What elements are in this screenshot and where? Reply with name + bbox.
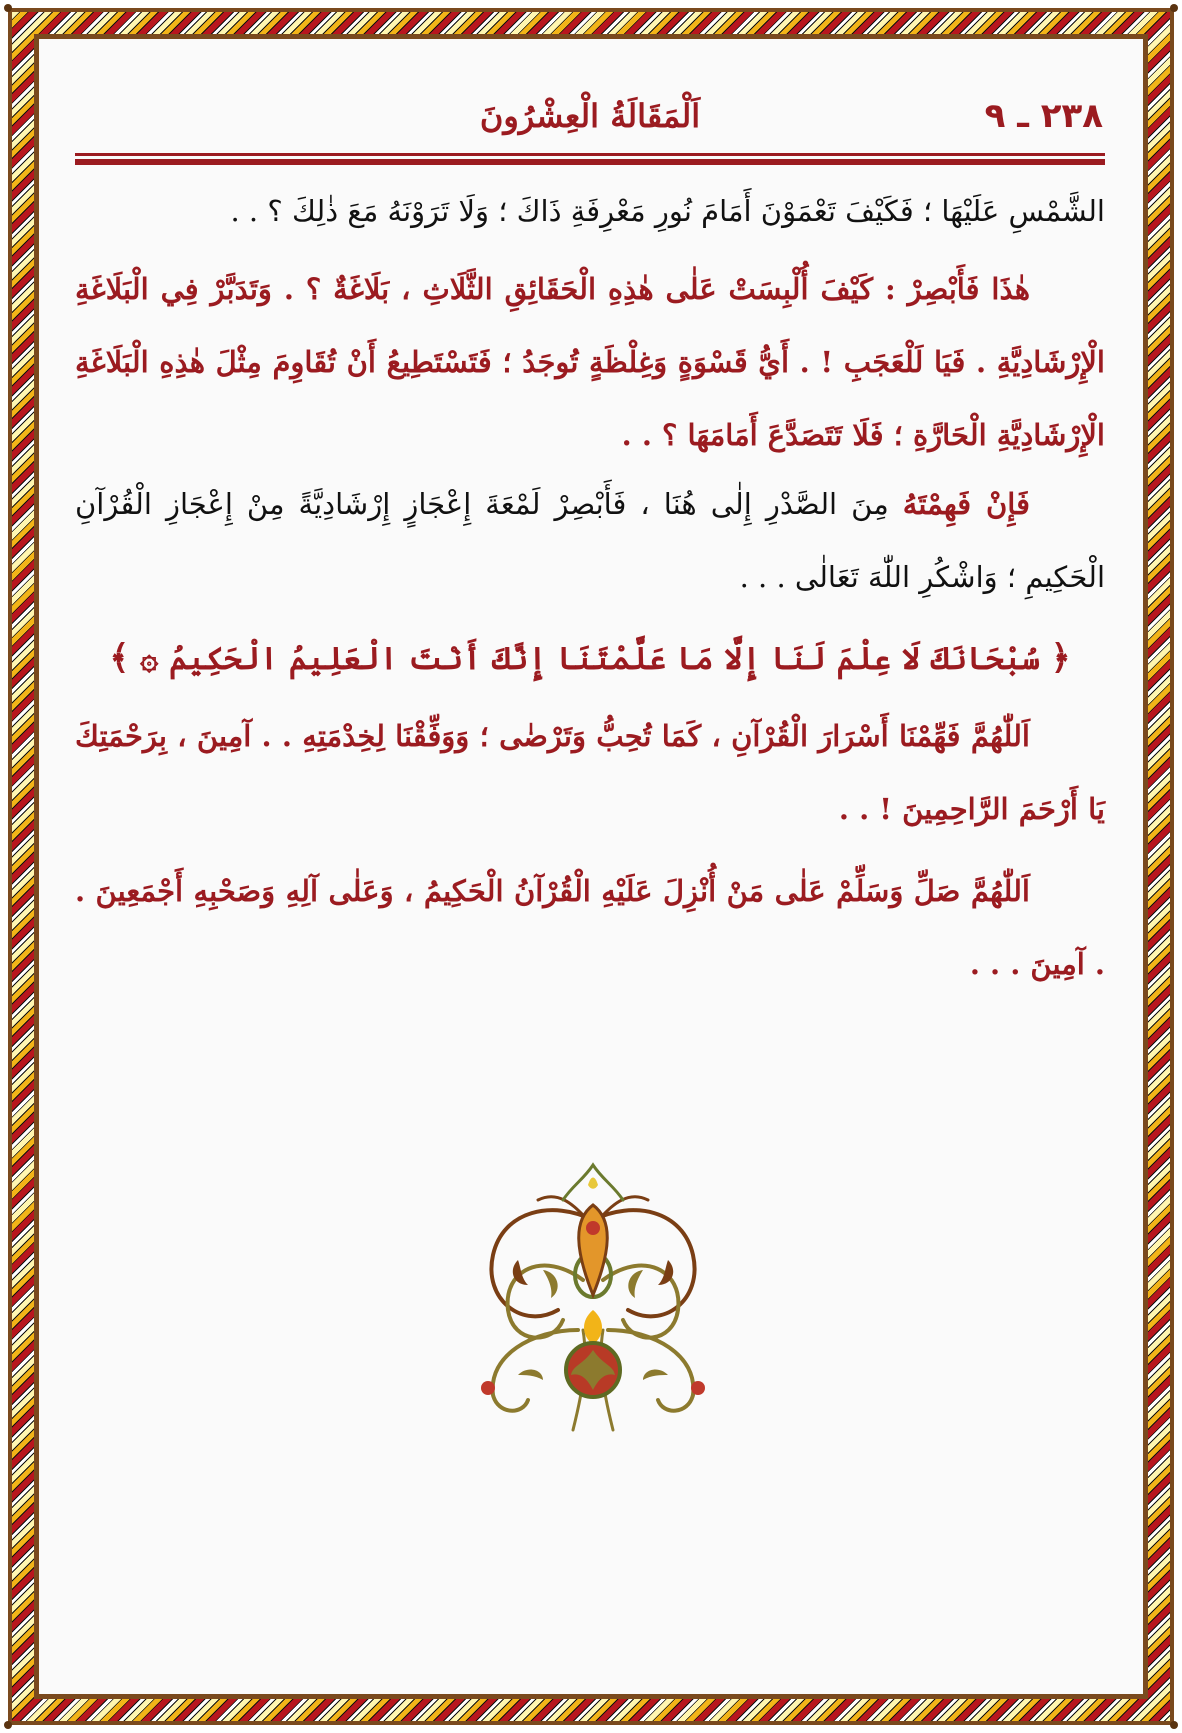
corner-knob-icon <box>1170 4 1178 12</box>
paragraph-body: مِنَ الصَّدْرِ إِلٰى هُنَا ، فَأَبْصِرْ لَمْعَةَ إِعْجَازٍ إِرْشَادِيَّةً مِنْ إِعْجَازِ الْقُرْآنِ الْحَكِيمِ ؛ وَاشْكُرِ اللّٰهَ تَعَالٰى . . . <box>75 487 1105 594</box>
verse-end-mark-icon: ۞ <box>140 641 159 677</box>
corner-knob-icon <box>4 4 12 12</box>
prayer-blessing: اَللّٰهُمَّ صَلِّ وَسَلِّمْ عَلٰى مَنْ أُنْزِلَ عَلَيْهِ الْقُرْآنُ الْحَكِيمُ ، وَعَلٰى آلِهِ وَصَحْبِهِ أَجْمَعِينَ . . آمِينَ . . . <box>75 874 1105 981</box>
quran-verse <box>75 622 1105 696</box>
paragraph-conclusion <box>75 468 1105 614</box>
paragraph-continuation: الشَّمْسِ عَلَيْهَا ؛ فَكَيْفَ تَعْمَوْنَ أَمَامَ نُورِ مَعْرِفَةِ ذَاكَ ؛ وَلَا تَرَوْنَهُ مَعَ ذٰلِكَ ؟ . . <box>230 194 1105 228</box>
chapter-title: اَلْمَقَالَةُ الْعِشْرُونَ <box>479 97 701 135</box>
header-rule-thick <box>75 159 1105 165</box>
floral-ornament-icon <box>462 1160 724 1434</box>
page-number: ٢٣٨ ـ ٩ <box>984 96 1103 136</box>
verse-text: سُبْحَانَكَ لَا عِلْمَ لَنَا إِلَّا مَا عَلَّمْتَنَا إِنَّكَ أَنْتَ الْعَلِيمُ الْحَكِيمُ <box>169 641 1040 677</box>
header-rule-thin <box>75 153 1105 156</box>
verse-close-bracket-icon: ﴾ <box>109 638 130 678</box>
prayer-understanding: اَللّٰهُمَّ فَهِّمْنَا أَسْرَارَ الْقُرْآنِ ، كَمَا تُحِبُّ وَتَرْضٰى ؛ وَوَفِّقْنَا لِخِدْمَتِهِ . . آمِينَ ، بِرَحْمَتِكَ يَا أَرْحَمَ الرَّاحِمِينَ ! . . <box>75 719 1105 826</box>
verse-open-bracket-icon: ﴿ <box>1050 638 1071 678</box>
page-header <box>75 92 1105 142</box>
paragraph-rhetoric: هٰذَا فَأَبْصِرْ : كَيْفَ أُلْبِسَتْ عَلٰى هٰذِهِ الْحَقَائِقِ الثَّلَاثِ ، بَلَاغَةٌ ؟ . وَتَدَبَّرْ فِي الْبَلَاغَةِ الْإِرْشَادِيَّةِ . فَيَا لَلْعَجَبِ ! . أَيُّ قَسْوَةٍ وَغِلْظَةٍ تُوجَدُ ؛ فَتَسْتَطِيعُ أَنْ تُقَاوِمَ مِثْلَ هٰذِهِ الْبَلَاغَةِ الْإِرْشَادِيَّةِ الْحَارَّةِ ؛ فَلَا تَتَصَدَّعَ أَمَامَهَا ؟ . . <box>75 272 1105 452</box>
paragraph-lead-phrase: فَإِنْ فَهِمْتَهُ <box>902 487 1031 521</box>
corner-knob-icon <box>4 1721 12 1729</box>
corner-knob-icon <box>1170 1721 1178 1729</box>
